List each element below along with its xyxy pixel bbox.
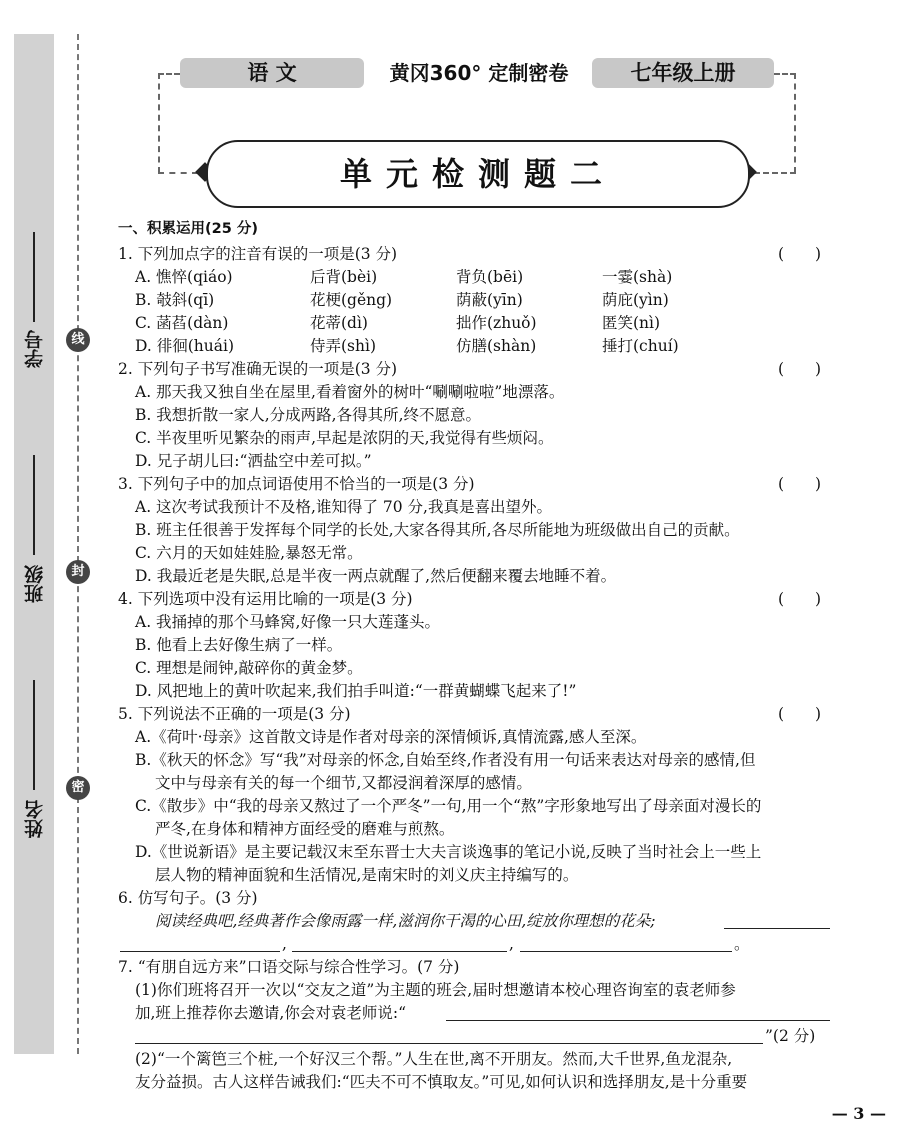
q7-part2-line1: (2)“一个篱笆三个桩,一个好汉三个帮。”人生在世,离不开朋友。然而,大千世界,鱼龙混杂, (135, 1050, 733, 1068)
q6-blank-2[interactable] (292, 935, 507, 952)
q1-b-2: 花梗(gěng) (310, 291, 393, 309)
grade-pill: 七年级上册 (592, 58, 774, 88)
q1-d-3: 仿膳(shàn) (456, 337, 537, 355)
q6-blank-1[interactable] (120, 935, 280, 952)
q1-c-4: 匿笑(nì) (602, 314, 661, 332)
q1-b-3: 荫蔽(yīn) (456, 291, 523, 309)
series-title: 黄冈360° 定制密卷 (389, 61, 569, 85)
q7-part1-blank-a[interactable] (446, 1004, 830, 1021)
q1-c-1: C. 菡萏(dàn) (135, 314, 229, 332)
q1-a-2: 后背(bèi) (310, 268, 378, 286)
header-dash (774, 73, 796, 75)
header-dash (754, 172, 796, 174)
q2-option-b: B. 我想折散一家人,分成两路,各得其所,终不愿意。 (135, 406, 482, 424)
name-label: 姓名 (23, 800, 46, 838)
q3-option-d: D. 我最近老是失眠,总是半夜一两点就醒了,然后便翻来覆去地睡不着。 (135, 567, 617, 585)
q4-option-a: A. 我捅掉的那个马蜂窝,好像一只大莲蓬头。 (135, 613, 440, 631)
q1-c-2: 花蒂(dì) (310, 314, 368, 332)
q7-part1-score: ”(2 分) (765, 1027, 816, 1045)
section-heading: 一、积累运用(25 分) (118, 221, 258, 237)
q3-stem: 3. 下列句子中的加点词语使用不恰当的一项是(3 分) (118, 475, 475, 493)
q7-part2-line2: 友分益损。古人这样告诫我们:“匹夫不可不慎取友。”可见,如何认识和选择朋友,是十分重要 (135, 1073, 748, 1091)
subject-pill: 语 文 (180, 58, 364, 88)
q2-option-a: A. 那天我又独自坐在屋里,看着窗外的树叶“唰唰啦啦”地漂落。 (135, 383, 565, 401)
cut-line (77, 34, 79, 1054)
q5-option-d: D.《世说新语》是主要记载汉末至东晋士大夫言谈逸事的笔记小说,反映了当时社会上一些上 (135, 843, 762, 861)
class-label: 班级 (23, 565, 46, 603)
q5-option-c: C.《散步》中“我的母亲又熬过了一个严冬”一句,用一个“熬”字形象地写出了母亲面对漫长的 (135, 797, 762, 815)
q7-part1-line1: (1)你们班将召开一次以“交友之道”为主题的班会,届时想邀请本校心理咨询室的袁老师参 (135, 981, 736, 999)
seal-mi: 密 (66, 776, 90, 800)
q6-separator-2: , (509, 935, 514, 953)
q4-option-c: C. 理想是闹钟,敲碎你的黄金梦。 (135, 659, 363, 677)
q1-a-3: 背负(bēi) (456, 268, 524, 286)
q3-answer-bracket: ( ) (778, 475, 822, 493)
header-dash (158, 73, 180, 75)
q4-answer-bracket: ( ) (778, 590, 822, 608)
q2-stem: 2. 下列句子书写准确无误的一项是(3 分) (118, 360, 398, 378)
q6-blank-0[interactable] (724, 912, 830, 929)
q7-part1-blank-b[interactable] (135, 1027, 763, 1044)
q1-d-1: D. 徘徊(huái) (135, 337, 234, 355)
q5-option-b: B.《秋天的怀念》写“我”对母亲的怀念,自始至终,作者没有用一句话来表达对母亲的感情,但 (135, 751, 756, 769)
q1-stem: 1. 下列加点字的注音有误的一项是(3 分) (118, 245, 398, 263)
q5-answer-bracket: ( ) (778, 705, 822, 723)
seal-xian: 线 (66, 328, 90, 352)
q5-option-a: A.《荷叶·母亲》这首散文诗是作者对母亲的深情倾诉,真情流露,感人至深。 (135, 728, 647, 746)
q5-stem: 5. 下列说法不正确的一项是(3 分) (118, 705, 351, 723)
q6-example-sentence: 阅读经典吧,经典著作会像雨露一样,滋润你干渴的心田,绽放你理想的花朵; (155, 912, 656, 930)
student-number-label: 学号 (23, 330, 46, 368)
header-dash (158, 172, 198, 174)
q1-d-4: 捶打(chuí) (602, 337, 679, 355)
class-line (33, 455, 35, 555)
q6-separator-1: , (282, 935, 287, 953)
q1-d-2: 侍弄(shì) (310, 337, 376, 355)
q1-a-1: A. 憔悴(qiáo) (135, 268, 233, 286)
q4-option-d: D. 风把地上的黄叶吹起来,我们拍手叫道:“一群黄蝴蝶飞起来了!” (135, 682, 577, 700)
q1-b-4: 荫庇(yìn) (602, 291, 669, 309)
q4-option-b: B. 他看上去好像生病了一样。 (135, 636, 343, 654)
q4-stem: 4. 下列选项中没有运用比喻的一项是(3 分) (118, 590, 413, 608)
q1-answer-bracket: ( ) (778, 245, 822, 263)
name-line (33, 680, 35, 790)
header-dash (794, 73, 796, 173)
page-title: 单元检测题二 (206, 140, 750, 208)
q2-option-c: C. 半夜里听见繁杂的雨声,早起是浓阴的天,我觉得有些烦闷。 (135, 429, 554, 447)
q1-c-3: 拙作(zhuǒ) (456, 314, 537, 332)
seal-feng: 封 (66, 560, 90, 584)
q7-stem: 7. “有朋自远方来”口语交际与综合性学习。(7 分) (118, 958, 460, 976)
q6-end: 。 (734, 935, 750, 953)
q2-option-d: D. 兄子胡儿曰:“洒盐空中差可拟。” (135, 452, 372, 470)
q1-b-1: B. 攲斜(qī) (135, 291, 215, 309)
q7-part1-line2: 加,班上推荐你去邀请,你会对袁老师说:“ (135, 1004, 407, 1022)
q3-option-b: B. 班主任很善于发挥每个同学的长处,大家各得其所,各尽所能地为班级做出自己的贡献。 (135, 521, 740, 539)
page-number: — 3 — (831, 1104, 886, 1123)
q5-option-c-cont: 严冬,在身体和精神方面经受的磨难与煎熬。 (155, 820, 455, 838)
q6-stem: 6. 仿写句子。(3 分) (118, 889, 258, 907)
q5-option-b-cont: 文中与母亲有关的每一个细节,又都浸润着深厚的感情。 (155, 774, 532, 792)
header-dash (158, 73, 160, 173)
q6-blank-3[interactable] (520, 935, 732, 952)
q3-option-c: C. 六月的天如娃娃脸,暴怒无常。 (135, 544, 363, 562)
q3-option-a: A. 这次考试我预计不及格,谁知得了 70 分,我真是喜出望外。 (135, 498, 552, 516)
student-number-line (33, 232, 35, 322)
q2-answer-bracket: ( ) (778, 360, 822, 378)
q5-option-d-cont: 层人物的精神面貌和生活情况,是南宋时的刘义庆主持编写的。 (155, 866, 579, 884)
q1-a-4: 一霎(shà) (602, 268, 673, 286)
